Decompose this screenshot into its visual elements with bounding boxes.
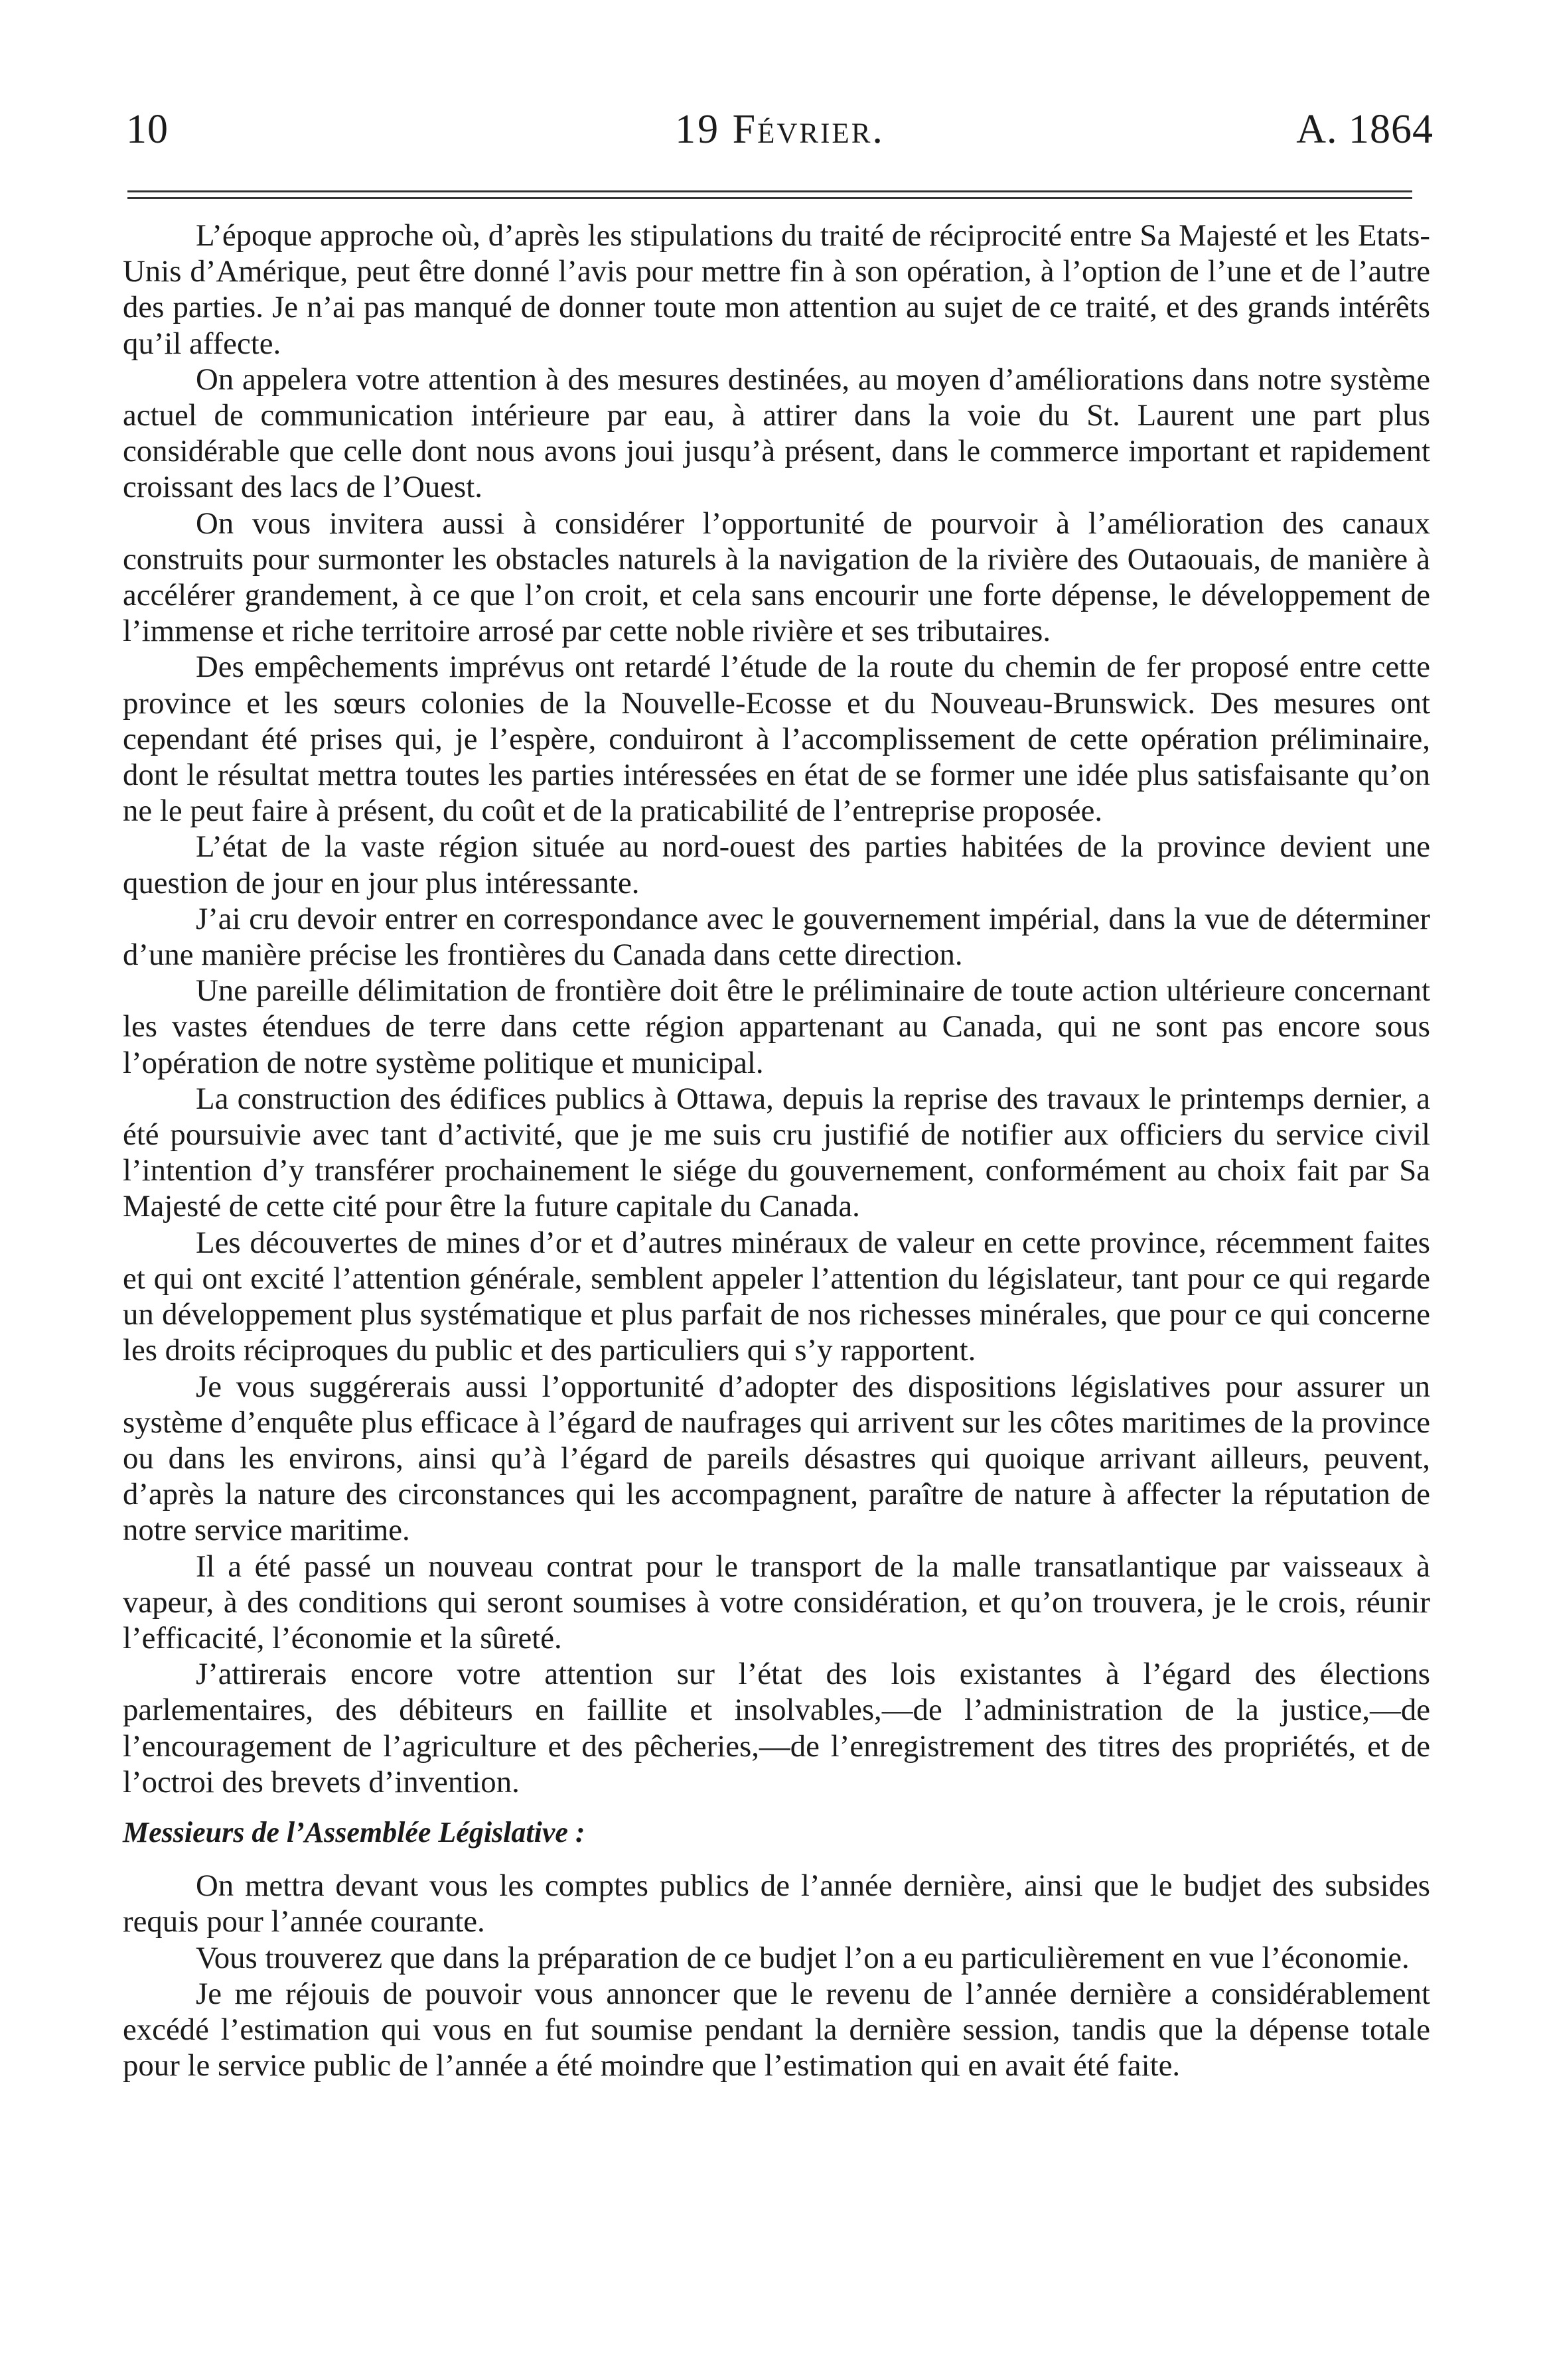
paragraph-outaouais-canals: On vous invitera aussi à considérer l’opportunité de pourvoir à l’amélioration des canaux construits pour surmonter les obstacles naturels à la navigation de la rivière des Outaouais, de manière à accélérer grandement, à ce que l’on croit, et cela sans encourir une forte dépense, le développement de l’immense et riche territoire arrosé par cette noble rivière et ses tributaires. [123, 506, 1430, 649]
document-body [123, 218, 1430, 2083]
paragraph-inland-navigation: On appelera votre attention à des mesures destinées, au moyen d’améliorations dans notre système actuel de communication intérieure par eau, à attirer dans la voie du St. Laurent une part plus considérable que celle dont nous avons joui jusqu’à présent, dans le commerce important et rapidement croissant des lacs de l’Ouest. [123, 362, 1430, 505]
paragraph-correspondence: J’ai cru devoir entrer en correspondance avec le gouvernement impérial, dans la vue de déterminer d’une manière précise les frontières du Canada dans cette direction. [123, 901, 1430, 973]
paragraph-revenue: Je me réjouis de pouvoir vous annoncer que le revenu de l’année dernière a considérablement excédé l’estimation qui vous en fut soumise pendant la dernière session, tandis que la dépense totale pour le service public de l’année a été moindre que l’estimation qui en avait été faite. [123, 1976, 1430, 2083]
paragraph-boundary: Une pareille délimitation de frontière doit être le préliminaire de toute action ultérieure concernant les vastes étendues de terre dans cette région appartenant au Canada, qui ne sont pas encore sous l’opération de notre système politique et municipal. [123, 973, 1430, 1080]
page-header [126, 106, 1433, 159]
header-date: 19 Février. [675, 107, 885, 152]
paragraph-shipwrecks: Je vous suggérerais aussi l’opportunité d’adopter des dispositions législatives pour assurer un système d’enquête plus efficace à l’égard de naufrages qui arrivent sur les côtes maritimes de la province ou dans les environs, ainsi qu’à l’égard de pareils désastres qui quoique arrivant ailleurs, peuvent, d’après la nature des circonstances qui les accompagnent, paraître de nature à affecter la réputation de notre service maritime. [123, 1369, 1430, 1548]
header-year: A. 1864 [1296, 107, 1433, 152]
paragraph-railway-survey: Des empêchements imprévus ont retardé l’étude de la route du chemin de fer proposé entre cette province et les sœurs colonies de la Nouvelle-Ecosse et du Nouveau-Brunswick. Des mesures ont cependant été prises qui, je l’espère, conduiront à l’accomplissement de cette opération préliminaire, dont le résultat mettra toutes les parties intéressées en état de se former une idée plus satisfaisante qu’on ne le peut faire à présent, du coût et de la praticabilité de l’entreprise proposée. [123, 650, 1430, 829]
page-number: 10 [126, 107, 169, 152]
paragraph-mines: Les découvertes de mines d’or et d’autres minéraux de valeur en cette province, récemment faites et qui ont excité l’attention générale, semblent appeler l’attention du législateur, tant pour ce qui regarde un développement plus systématique et plus parfait de nos richesses minérales, que pour ce qui concerne les droits réciproques du public et des particuliers qui s’y rapportent. [123, 1225, 1430, 1368]
paragraph-reciprocity-treaty: L’époque approche où, d’après les stipulations du traité de réciprocité entre Sa Majesté et les Etats-Unis d’Amérique, peut être donné l’avis pour mettre fin à son opération, à l’option de l’une et de l’autre des parties. Je n’ai pas manqué de donner toute mon attention au sujet de ce traité, et des grands intérêts qu’il affecte. [123, 218, 1430, 361]
paragraph-laws: J’attirerais encore votre attention sur l’état des lois existantes à l’égard des élections parlementaires, des débiteurs en faillite et insolvables,—de l’administration de la justice,—de l’encouragement de l’agriculture et des pêcheries,—de l’enregistrement des titres des propriétés, et de l’octroi des brevets d’invention. [123, 1657, 1430, 1799]
paragraph-budget: Vous trouverez que dans la préparation de ce budjet l’on a eu particulièrement en vue l’économie. [196, 1940, 1410, 1975]
paragraph-northwest-region: L’état de la vaste région située au nord-ouest des parties habitées de la province devient une question de jour en jour plus intéressante. [123, 829, 1430, 900]
paragraph-mail-contract: Il a été passé un nouveau contrat pour le transport de la malle transatlantique par vaisseaux à vapeur, à des conditions qui seront soumises à votre considération, et qu’on trouvera, je le crois, réunir l’efficacité, l’économie et la sûreté. [123, 1549, 1430, 1655]
paragraph-ottawa-buildings: La construction des édifices publics à Ottawa, depuis la reprise des travaux le printemps dernier, a été poursuivie avec tant d’activité, que je me suis cru justifié de notifier aux officiers du service civil l’intention d’y transférer prochainement le siége du gouvernement, conformément au choix fait par Sa Majesté de cette cité pour être la future capitale du Canada. [123, 1081, 1430, 1224]
header-rule-top [127, 190, 1412, 192]
header-rule-bottom [127, 197, 1412, 199]
section-heading: Messieurs de l’Assemblée Législative : [123, 1815, 585, 1849]
paragraph-public-accounts: On mettra devant vous les comptes publics de l’année dernière, ainsi que le budjet des subsides requis pour l’année courante. [123, 1868, 1430, 1939]
